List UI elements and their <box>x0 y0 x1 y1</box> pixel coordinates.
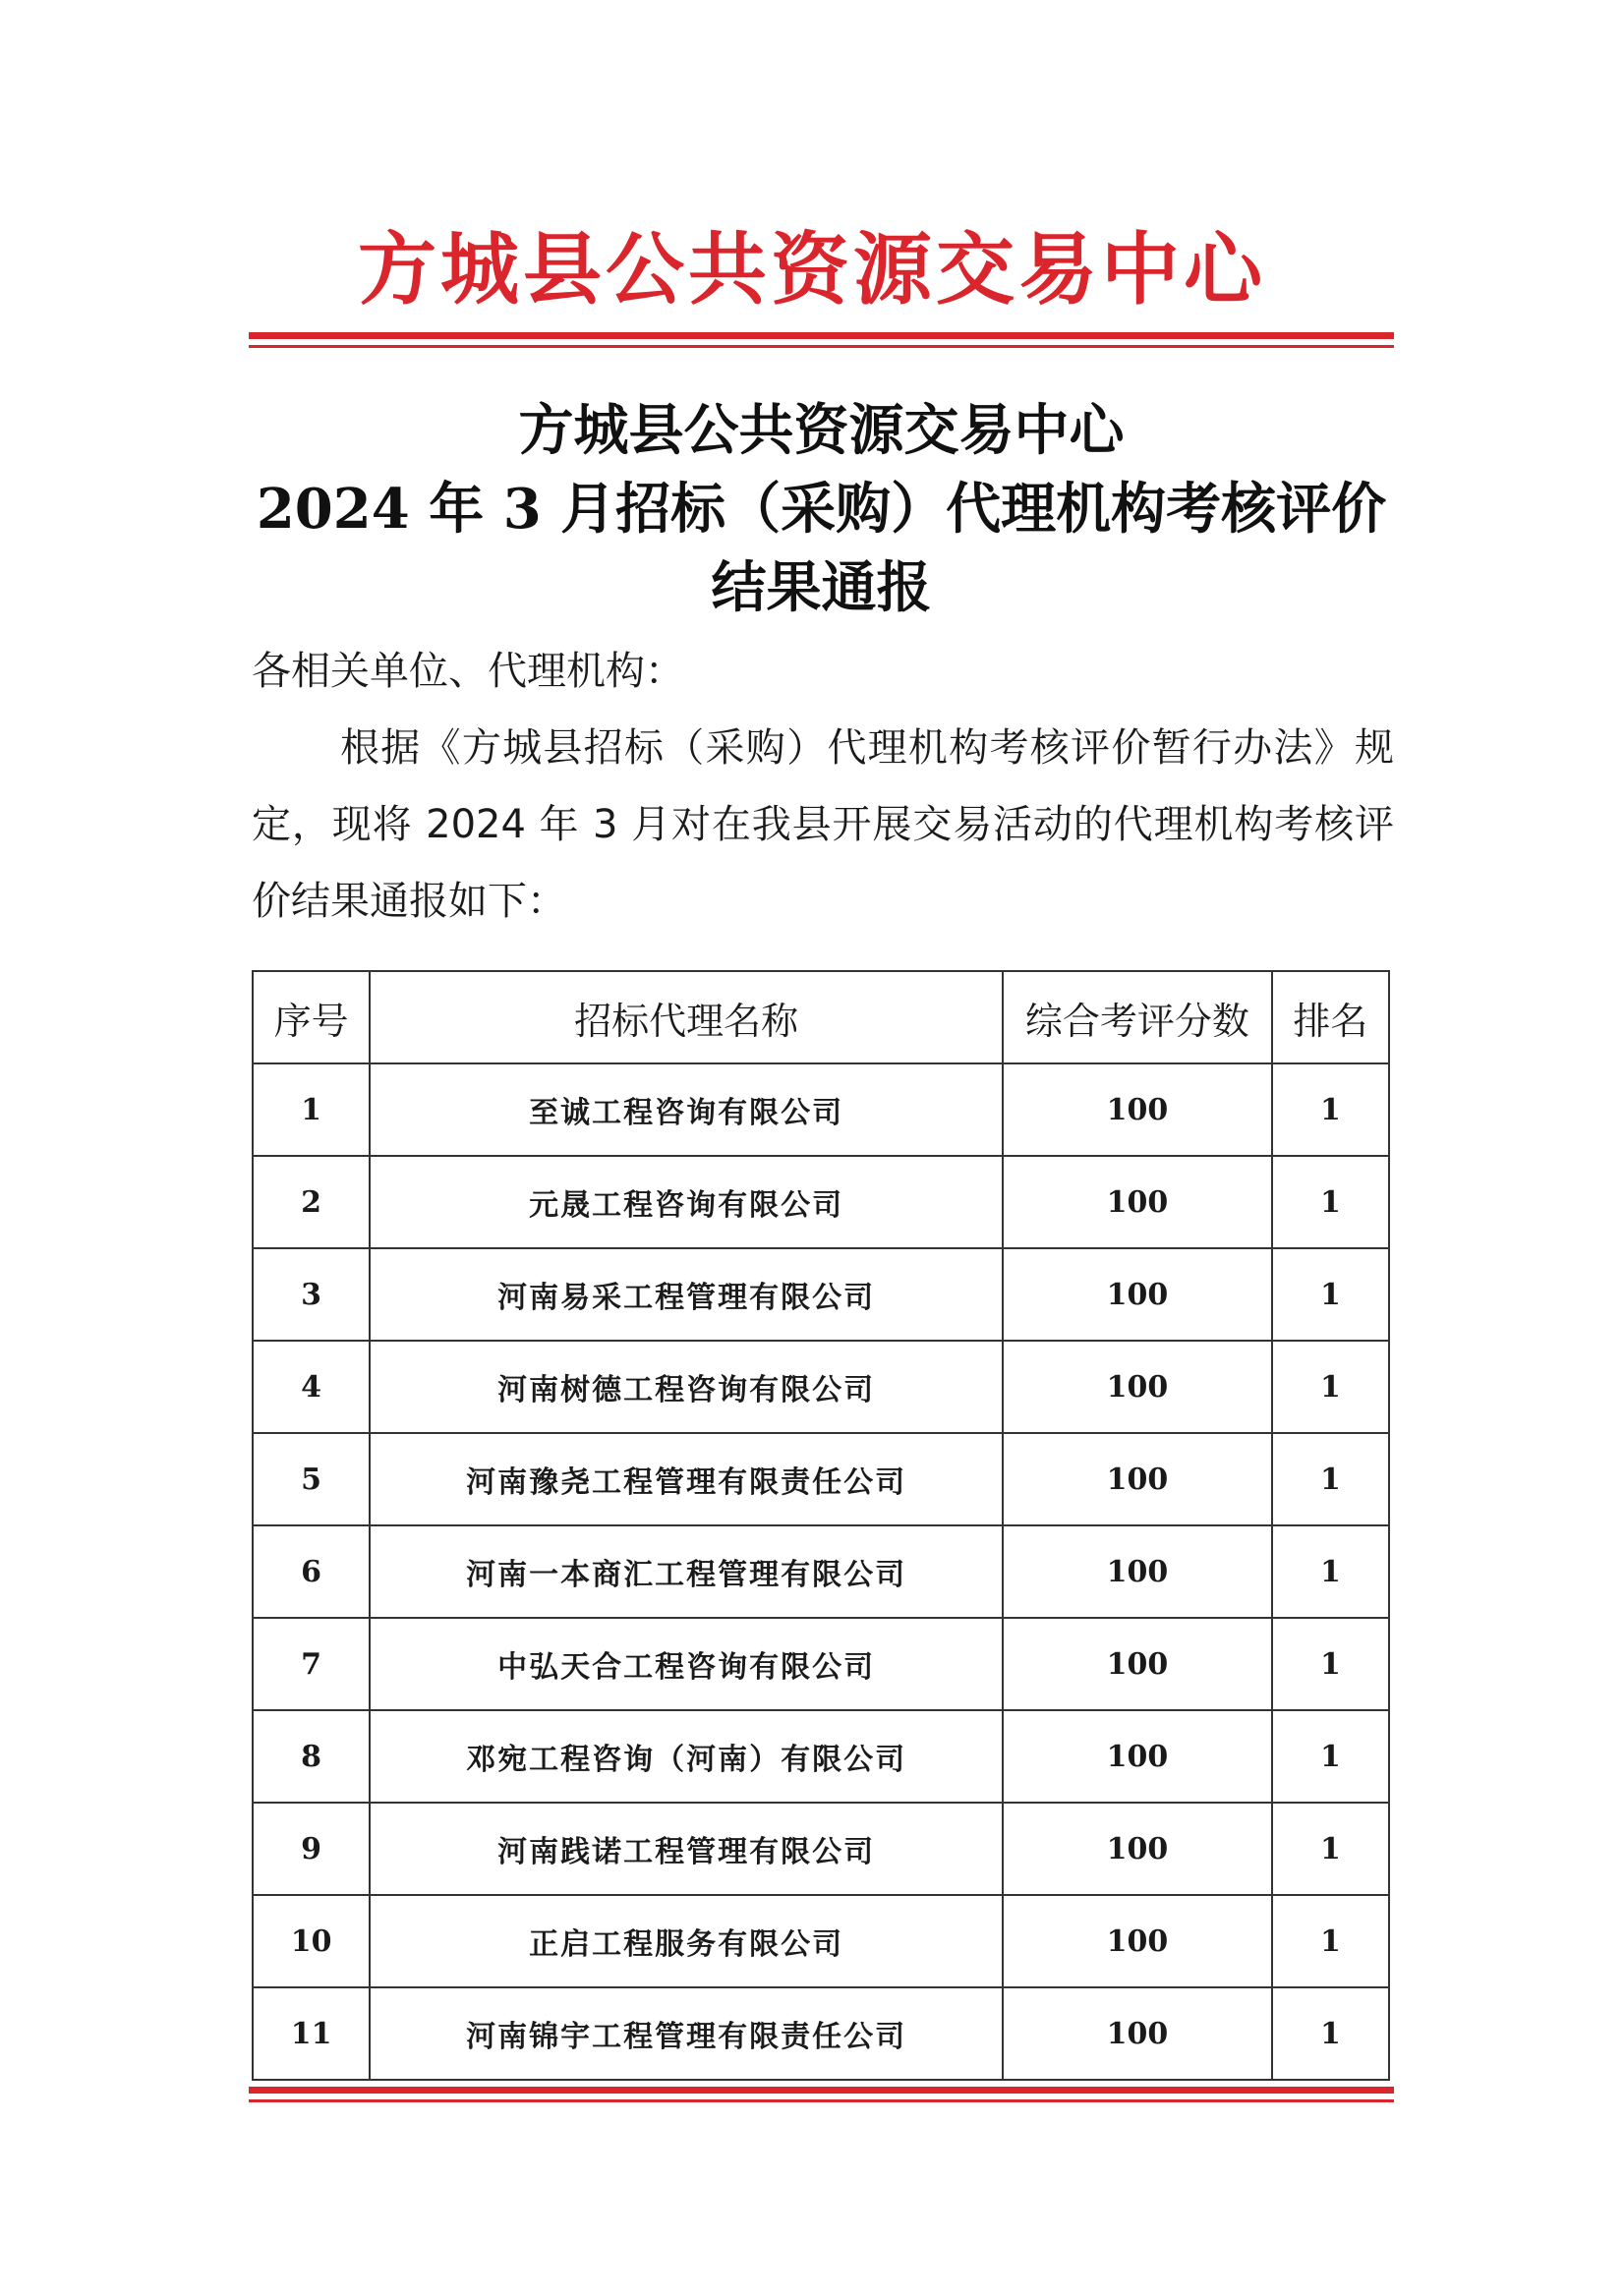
cell-no: 7 <box>253 1618 370 1710</box>
cell-score: 100 <box>1003 1618 1272 1710</box>
cell-rank: 1 <box>1272 1248 1389 1341</box>
document-title-line-1: 方城县公共资源交易中心 <box>518 398 1125 463</box>
table-row <box>253 1248 1389 1341</box>
red-rule-thick <box>249 2087 1394 2094</box>
header-rank: 排名 <box>1272 971 1389 1063</box>
cell-name: 河南践诺工程管理有限公司 <box>370 1803 1003 1895</box>
table-row <box>253 1895 1389 1987</box>
table-row <box>253 1063 1389 1156</box>
cell-no: 8 <box>253 1710 370 1803</box>
table-row <box>253 1618 1389 1710</box>
table-row <box>253 1433 1389 1525</box>
cell-no: 6 <box>253 1525 370 1618</box>
red-rule-thick <box>249 332 1394 339</box>
cell-score: 100 <box>1003 1710 1272 1803</box>
cell-rank: 1 <box>1272 1156 1389 1248</box>
cell-rank: 1 <box>1272 1433 1389 1525</box>
cell-rank: 1 <box>1272 1987 1389 2080</box>
cell-no: 1 <box>253 1063 370 1156</box>
results-table <box>252 970 1390 2081</box>
cell-score: 100 <box>1003 1248 1272 1341</box>
cell-no: 2 <box>253 1156 370 1248</box>
footer-red-rule <box>249 2087 1394 2102</box>
cell-name: 河南树德工程咨询有限公司 <box>370 1341 1003 1433</box>
header-score: 综合考评分数 <box>1003 971 1272 1063</box>
table-row <box>253 1156 1389 1248</box>
letterhead-title: 方城县公共资源交易中心 <box>358 223 1266 316</box>
cell-rank: 1 <box>1272 1710 1389 1803</box>
cell-no: 10 <box>253 1895 370 1987</box>
document-title-line-2: 2024 年 3 月招标（采购）代理机构考核评价 <box>256 477 1387 542</box>
cell-score: 100 <box>1003 1895 1272 1987</box>
table-row <box>253 1341 1389 1433</box>
cell-name: 河南锦宇工程管理有限责任公司 <box>370 1987 1003 2080</box>
cell-rank: 1 <box>1272 1618 1389 1710</box>
body-paragraph: 根据《方城县招标（采购）代理机构考核评价暂行办法》规定，现将 2024 年 3 月对在我县开展交易活动的代理机构考核评价结果通报如下： <box>252 725 1394 924</box>
cell-score: 100 <box>1003 1525 1272 1618</box>
cell-rank: 1 <box>1272 1063 1389 1156</box>
cell-name: 邓宛工程咨询（河南）有限公司 <box>370 1710 1003 1803</box>
cell-name: 河南豫尧工程管理有限责任公司 <box>370 1433 1003 1525</box>
cell-score: 100 <box>1003 1803 1272 1895</box>
cell-no: 11 <box>253 1987 370 2080</box>
header-name: 招标代理名称 <box>370 971 1003 1063</box>
table-row <box>253 1525 1389 1618</box>
cell-name: 正启工程服务有限公司 <box>370 1895 1003 1987</box>
letterhead-red-rule <box>249 332 1394 348</box>
cell-name: 至诚工程咨询有限公司 <box>370 1063 1003 1156</box>
document-title-line-3: 结果通报 <box>711 555 932 620</box>
table-row <box>253 1987 1389 2080</box>
salutation: 各相关单位、代理机构： <box>252 649 684 694</box>
cell-name: 河南易采工程管理有限公司 <box>370 1248 1003 1341</box>
cell-rank: 1 <box>1272 1895 1389 1987</box>
cell-score: 100 <box>1003 1987 1272 2080</box>
cell-no: 5 <box>253 1433 370 1525</box>
header-no: 序号 <box>253 971 370 1063</box>
cell-rank: 1 <box>1272 1341 1389 1433</box>
table-row <box>253 1710 1389 1803</box>
cell-score: 100 <box>1003 1341 1272 1433</box>
cell-no: 9 <box>253 1803 370 1895</box>
cell-rank: 1 <box>1272 1525 1389 1618</box>
cell-name: 河南一本商汇工程管理有限公司 <box>370 1525 1003 1618</box>
red-rule-thin <box>249 345 1394 348</box>
cell-score: 100 <box>1003 1063 1272 1156</box>
table-header-row <box>253 971 1389 1063</box>
cell-name: 中弘天合工程咨询有限公司 <box>370 1618 1003 1710</box>
cell-rank: 1 <box>1272 1803 1389 1895</box>
cell-no: 3 <box>253 1248 370 1341</box>
cell-score: 100 <box>1003 1156 1272 1248</box>
table-row <box>253 1803 1389 1895</box>
cell-no: 4 <box>253 1341 370 1433</box>
cell-name: 元晟工程咨询有限公司 <box>370 1156 1003 1248</box>
red-rule-thin <box>249 2099 1394 2102</box>
cell-score: 100 <box>1003 1433 1272 1525</box>
